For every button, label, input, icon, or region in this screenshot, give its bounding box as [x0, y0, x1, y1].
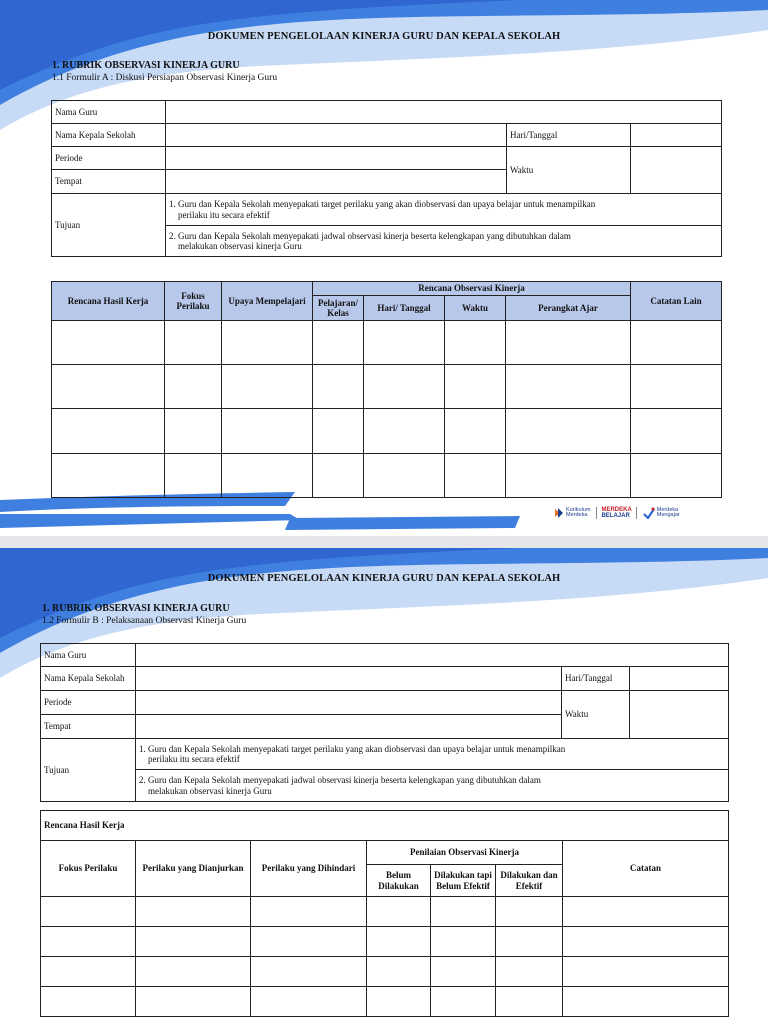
table-cell[interactable]	[136, 957, 251, 987]
table-cell[interactable]	[631, 365, 722, 409]
input-hari-tanggal[interactable]	[631, 124, 722, 147]
table-cell[interactable]	[431, 897, 496, 927]
input-nama-kepala[interactable]	[166, 124, 507, 147]
logo-merdeka-mengajar	[643, 507, 680, 519]
table-cell[interactable]	[251, 987, 367, 1017]
header-perilaku-dihindari: Perilaku yang Dihindari	[251, 841, 367, 897]
header-waktu: Waktu	[445, 296, 506, 321]
table-cell[interactable]	[496, 927, 563, 957]
table-cell[interactable]	[367, 927, 431, 957]
logo-merdeka-belajar	[596, 507, 636, 520]
table-row	[52, 321, 722, 365]
table-cell[interactable]	[364, 321, 445, 365]
header-fokus-line-1: Fokus	[181, 290, 205, 301]
logo-kurikulum-merdeka	[554, 507, 590, 519]
table-cell[interactable]	[496, 987, 563, 1017]
table-cell[interactable]	[364, 365, 445, 409]
label-tujuan: Tujuan	[41, 739, 136, 802]
tujuan-1-line-b: perilaku itu secara efektif	[178, 209, 270, 220]
table-cell[interactable]	[165, 454, 222, 498]
tujuan-1-line-a: 1. Guru dan Kepala Sekolah menyepakati target perilaku yang akan diobservasi dan upaya belajar untuk menampilkan	[169, 199, 596, 210]
table-cell[interactable]	[496, 897, 563, 927]
table-cell[interactable]	[313, 409, 364, 454]
table-cell[interactable]	[563, 957, 729, 987]
table-cell[interactable]	[251, 897, 367, 927]
header-rencana-hasil-kerja: Rencana Hasil Kerja	[52, 282, 165, 321]
header-rencana-observasi: Rencana Observasi Kinerja	[313, 282, 631, 296]
table-cell[interactable]	[445, 365, 506, 409]
tujuan-2-line-a: 2. Guru dan Kepala Sekolah menyepakati jadwal observasi kinerja beserta kelengkapan yang dibutuhkan dalam	[139, 775, 541, 786]
table-cell[interactable]	[367, 987, 431, 1017]
rencana-hasil-kerja-row: Rencana Hasil Kerja	[41, 811, 729, 841]
table-cell[interactable]	[631, 321, 722, 365]
table-cell[interactable]	[222, 365, 313, 409]
table-cell[interactable]	[367, 957, 431, 987]
label-tempat: Tempat	[41, 715, 136, 739]
header-upaya-mempelajari: Upaya Mempelajari	[222, 282, 313, 321]
table-cell[interactable]	[431, 987, 496, 1017]
table-cell[interactable]	[313, 454, 364, 498]
table-cell[interactable]	[506, 454, 631, 498]
header-pelajaran-kelas	[313, 296, 364, 321]
label-tujuan: Tujuan	[52, 194, 166, 257]
header-pelajaran-line-1: Pelajaran/	[318, 297, 358, 308]
section-heading: 1. RUBRIK OBSERVASI KINERJA GURU	[52, 60, 240, 71]
label-nama-kepala: Nama Kepala Sekolah	[52, 124, 166, 147]
table-cell[interactable]	[506, 365, 631, 409]
header-fokus-perilaku	[165, 282, 222, 321]
page-separator	[0, 536, 768, 548]
table-cell[interactable]	[445, 409, 506, 454]
label-hari-tanggal: Hari/Tanggal	[562, 667, 630, 691]
table-row	[41, 927, 729, 957]
table-cell[interactable]	[41, 897, 136, 927]
header-belum-line-2: Dilakukan	[378, 880, 419, 891]
section-heading: 1. RUBRIK OBSERVASI KINERJA GURU	[42, 603, 230, 614]
table-cell[interactable]	[563, 927, 729, 957]
table-cell[interactable]	[165, 365, 222, 409]
info-table	[51, 100, 722, 257]
tujuan-item-2	[166, 226, 722, 257]
table-cell[interactable]	[136, 987, 251, 1017]
label-tempat: Tempat	[52, 170, 166, 194]
table-cell[interactable]	[165, 409, 222, 454]
logo-kurikulum-text-1: Kurikulum	[566, 506, 591, 513]
header-dilakukan-belum-efektif	[431, 865, 496, 897]
form-subtitle: 1.2 Formulir B : Pelaksanaan Observasi Kinerja Guru	[42, 616, 247, 626]
input-nama-guru[interactable]	[166, 101, 722, 124]
label-waktu: Waktu	[562, 691, 630, 739]
header-pelajaran-line-2: Kelas	[327, 308, 349, 318]
input-waktu[interactable]	[631, 147, 722, 194]
header-perilaku-dianjurkan: Perilaku yang Dianjurkan	[136, 841, 251, 897]
plan-table	[51, 281, 722, 498]
header-tapi-line-1: Dilakukan tapi	[434, 870, 492, 881]
header-dilakukan-efektif	[496, 865, 563, 897]
page-formulir-b	[0, 548, 768, 1024]
merdeka-mengajar-icon	[643, 507, 655, 519]
header-belum-line-1: Belum	[385, 870, 411, 881]
label-periode: Periode	[41, 691, 136, 715]
table-row	[41, 957, 729, 987]
table-cell[interactable]	[313, 321, 364, 365]
logo-merdeka-text: MERDEKA	[601, 506, 632, 513]
header-tapi-line-2: Belum Efektif	[436, 880, 490, 891]
table-cell[interactable]	[222, 454, 313, 498]
info-table	[40, 643, 729, 802]
tujuan-2-line-a: 2. Guru dan Kepala Sekolah menyepakati jadwal observasi kinerja beserta kelengkapan yang dibutuhkan dalam	[169, 230, 571, 241]
input-waktu[interactable]	[630, 691, 729, 739]
tujuan-item-1	[166, 194, 722, 226]
logo-kurikulum-text-2: Merdeka	[566, 512, 588, 518]
document-title: DOKUMEN PENGELOLAAN KINERJA GURU DAN KEPALA SEKOLAH	[207, 31, 561, 42]
table-cell[interactable]	[165, 321, 222, 365]
table-row	[41, 987, 729, 1017]
input-periode[interactable]	[166, 147, 507, 170]
label-periode: Periode	[52, 147, 166, 170]
table-cell[interactable]	[367, 897, 431, 927]
form-subtitle: 1.1 Formulir A : Diskusi Persiapan Observasi Kinerja Guru	[52, 73, 278, 83]
table-row	[52, 409, 722, 454]
tujuan-item-1	[136, 739, 729, 770]
logo-mengajar-text-1: Merdeka	[656, 506, 679, 513]
table-cell[interactable]	[52, 365, 165, 409]
logo-mengajar-text-2: Mengajar	[656, 512, 680, 518]
label-nama-guru: Nama Guru	[52, 101, 166, 124]
tujuan-2-line-b: melakukan observasi kinerja Guru	[178, 241, 302, 251]
table-cell[interactable]	[364, 454, 445, 498]
table-row	[52, 454, 722, 498]
table-row	[52, 365, 722, 409]
table-cell[interactable]	[496, 957, 563, 987]
label-hari-tanggal: Hari/Tanggal	[507, 124, 631, 147]
table-cell[interactable]	[136, 927, 251, 957]
input-tempat[interactable]	[136, 715, 562, 739]
table-cell[interactable]	[251, 927, 367, 957]
table-cell[interactable]	[41, 927, 136, 957]
table-cell[interactable]	[222, 321, 313, 365]
table-cell[interactable]	[41, 987, 136, 1017]
table-cell[interactable]	[631, 409, 722, 454]
input-periode[interactable]	[136, 691, 562, 715]
table-cell[interactable]	[52, 321, 165, 365]
table-cell[interactable]	[431, 957, 496, 987]
header-fokus-line-2: Perilaku	[176, 301, 210, 311]
logo-belajar-text: BELAJAR	[601, 513, 630, 519]
table-cell[interactable]	[222, 409, 313, 454]
table-cell[interactable]	[445, 454, 506, 498]
document-title: DOKUMEN PENGELOLAAN KINERJA GURU DAN KEPALA SEKOLAH	[207, 573, 561, 584]
input-nama-kepala[interactable]	[136, 667, 562, 691]
header-hari-tanggal: Hari/ Tanggal	[364, 296, 445, 321]
tujuan-1-line-b: perilaku itu secara efektif	[148, 754, 240, 764]
table-cell[interactable]	[431, 927, 496, 957]
kurikulum-merdeka-icon	[554, 507, 564, 519]
partner-logos	[554, 503, 714, 523]
table-cell[interactable]	[563, 987, 729, 1017]
evaluation-table	[40, 810, 729, 1017]
header-perangkat-ajar: Perangkat Ajar	[506, 296, 631, 321]
input-nama-guru[interactable]	[136, 644, 729, 667]
table-row	[41, 897, 729, 927]
table-cell[interactable]	[136, 897, 251, 927]
table-cell[interactable]	[251, 957, 367, 987]
header-efektif-line-1: Dilakukan dan	[500, 870, 558, 881]
tujuan-1-line-a: 1. Guru dan Kepala Sekolah menyepakati target perilaku yang akan diobservasi dan upaya belajar untuk menampilkan	[139, 743, 566, 754]
table-cell[interactable]	[52, 409, 165, 454]
table-cell[interactable]	[506, 409, 631, 454]
table-cell[interactable]	[364, 409, 445, 454]
table-cell[interactable]	[41, 957, 136, 987]
label-waktu: Waktu	[507, 147, 631, 194]
table-cell[interactable]	[313, 365, 364, 409]
table-cell[interactable]	[631, 454, 722, 498]
label-nama-kepala: Nama Kepala Sekolah	[41, 667, 136, 691]
table-cell[interactable]	[445, 321, 506, 365]
header-fokus-perilaku: Fokus Perilaku	[41, 841, 136, 897]
header-belum-dilakukan	[367, 865, 431, 897]
header-catatan: Catatan	[563, 841, 729, 897]
table-cell[interactable]	[563, 897, 729, 927]
table-cell[interactable]	[52, 454, 165, 498]
label-nama-guru: Nama Guru	[41, 644, 136, 667]
header-efektif-line-2: Efektif	[515, 880, 543, 891]
header-penilaian-observasi: Penilaian Observasi Kinerja	[367, 841, 563, 865]
table-cell[interactable]	[506, 321, 631, 365]
tujuan-item-2	[136, 770, 729, 802]
input-hari-tanggal[interactable]	[630, 667, 729, 691]
tujuan-2-line-b: melakukan observasi kinerja Guru	[148, 785, 272, 796]
header-catatan-lain: Catatan Lain	[631, 282, 722, 321]
input-tempat[interactable]	[166, 170, 507, 194]
